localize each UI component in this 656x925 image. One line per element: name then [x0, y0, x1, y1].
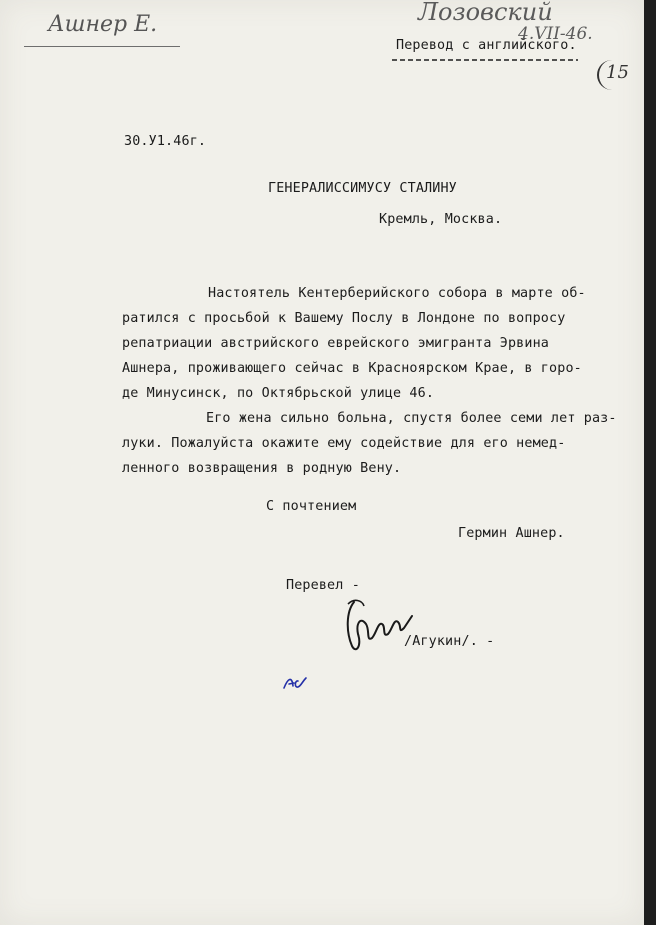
- translation-note-underline: [392, 58, 578, 62]
- blue-ink-initials: [282, 672, 312, 694]
- body-line: ленного возвращения в родную Вену.: [122, 461, 402, 476]
- translator-label: Перевел -: [286, 578, 360, 593]
- translation-note: Перевод с английского.: [396, 38, 577, 53]
- letter-date: 30.У1.46г.: [124, 134, 207, 149]
- body-line: луки. Пожалуйста окажите ему содействие для его немед-: [122, 436, 566, 451]
- body-line: репатриации австрийского еврейского эмигранта Эрвина: [122, 336, 550, 351]
- closing: С почтением: [266, 499, 357, 514]
- body-line: Настоятель Кентерберийского собора в марте об-: [208, 286, 586, 301]
- body-line: Ашнера, проживающего сейчас в Красноярском Крае, в горо-: [122, 361, 582, 376]
- page-number: 15: [606, 62, 629, 83]
- body-line: Его жена сильно больна, спустя более семи лет раз-: [206, 411, 617, 426]
- handwritten-date: 4.VII-46.: [518, 24, 593, 44]
- handwritten-name-right: Лозовский: [418, 0, 553, 26]
- translator-name: /Агукин/. -: [404, 634, 495, 649]
- scan-edge: [644, 0, 656, 925]
- sender-name: Гермин Ашнер.: [458, 526, 565, 541]
- translator-signature: [340, 594, 416, 660]
- addressee-line-1: ГЕНЕРАЛИССИМУСУ СТАЛИНУ: [268, 181, 457, 196]
- handwritten-name-left: Ашнер Е.: [48, 12, 158, 37]
- body-line: ратился с просьбой к Вашему Послу в Лондоне по вопросу: [122, 311, 566, 326]
- body-line: де Минусинск, по Октябрьской улице 46.: [122, 386, 435, 401]
- addressee-line-2: Кремль, Москва.: [379, 212, 503, 227]
